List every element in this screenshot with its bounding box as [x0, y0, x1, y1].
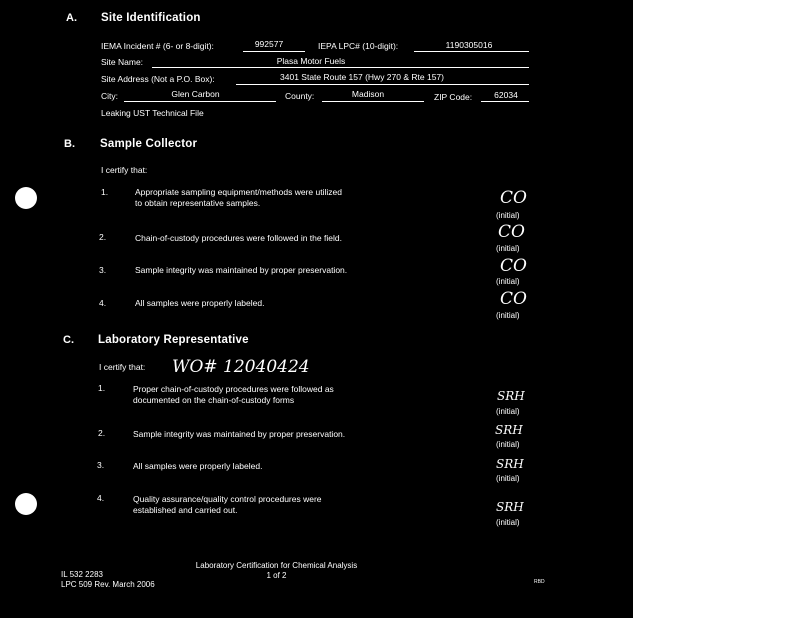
footer-corner-mark: RBD [534, 579, 545, 585]
county-line [322, 101, 424, 102]
section-b-certify: I certify that: [101, 165, 148, 175]
city-label: City: [101, 91, 118, 101]
county-label: County: [285, 91, 315, 101]
footer-form-rev: LPC 509 Rev. March 2006 [61, 580, 155, 589]
section-a-letter: A. [66, 12, 77, 24]
c-item-4-number: 4. [97, 493, 105, 503]
section-c-certify: I certify that: [99, 362, 146, 372]
c-item-3-text: All samples were properly labeled. [133, 461, 263, 471]
zip-value: 62034 [494, 90, 518, 100]
footer-title: Laboratory Certification for Chemical Analysis [195, 561, 358, 570]
incident-label: IEMA Incident # (6- or 8-digit): [101, 41, 214, 51]
section-b-title: Sample Collector [100, 138, 198, 150]
section-b-letter: B. [64, 138, 75, 150]
site-address-line [236, 84, 529, 85]
section-c-title: Laboratory Representative [98, 334, 249, 346]
city-value: Glen Carbon [171, 89, 220, 99]
footer-form-id: IL 532 2283 [61, 570, 103, 579]
b-item-1-text: Appropriate sampling equipment/methods were utilized to obtain representative samples. [135, 187, 342, 208]
b-item-2-initials: CO [498, 222, 525, 242]
site-address-label: Site Address (Not a P.O. Box): [101, 74, 215, 84]
lpc-value: 1190305016 [445, 40, 493, 50]
site-name-label: Site Name: [101, 57, 144, 67]
c-item-2-number: 2. [98, 428, 106, 438]
c-item-4-text: Quality assurance/quality control procedures were established and carried out. [133, 494, 322, 515]
site-address-value: 3401 State Route 157 (Hwy 270 & Rte 157) [280, 72, 444, 82]
section-c-letter: C. [63, 334, 74, 346]
section-a-title: Site Identification [101, 12, 201, 24]
footer-form-info [61, 570, 155, 590]
footer-page-number: 1 of 2 [266, 571, 287, 580]
lpc-line [414, 51, 529, 52]
c-item-2-text: Sample integrity was maintained by proper preservation. [133, 429, 346, 439]
site-name-value: Plasa Motor Fuels [276, 56, 346, 66]
c-item-3-initials: SRH [496, 457, 524, 471]
technical-file-label: Leaking UST Technical File [101, 108, 204, 118]
c-item-2-initial-label: (initial) [496, 440, 520, 449]
zip-line [481, 101, 529, 102]
b-item-4-initials: CO [500, 289, 527, 309]
b-item-2-initial-label: (initial) [496, 244, 520, 253]
c-item-3-initial-label: (initial) [496, 474, 520, 483]
c-item-4-initials: SRH [496, 500, 524, 514]
c-item-3-number: 3. [97, 460, 105, 470]
c-item-1-initials: SRH [497, 389, 525, 403]
b-item-2-number: 2. [99, 232, 107, 242]
c-item-2-initials: SRH [495, 423, 523, 437]
b-item-4-number: 4. [99, 298, 107, 308]
lpc-label: IEPA LPC# (10-digit): [318, 41, 399, 51]
punch-hole-top [15, 187, 37, 209]
b-item-3-number: 3. [99, 265, 107, 275]
b-item-1-initial-label: (initial) [496, 211, 520, 220]
incident-line [243, 51, 305, 52]
b-item-3-initial-label: (initial) [496, 277, 520, 286]
b-item-3-text: Sample integrity was maintained by proper preservation. [135, 265, 348, 275]
site-name-line [152, 67, 529, 68]
c-item-1-text: Proper chain-of-custody procedures were followed as documented on the chain-of-custody forms [133, 384, 334, 405]
b-item-2-text: Chain-of-custody procedures were followed in the field. [135, 233, 342, 243]
b-item-3-initials: CO [500, 256, 527, 276]
footer-center [170, 561, 383, 581]
b-item-1-number: 1. [101, 187, 109, 197]
b-item-1-initials: CO [500, 188, 527, 208]
incident-value: 992577 [254, 39, 284, 49]
b-item-4-initial-label: (initial) [496, 311, 520, 320]
work-order-handwritten: WO# 12040424 [172, 357, 310, 377]
county-value: Madison [351, 89, 385, 99]
c-item-1-initial-label: (initial) [496, 407, 520, 416]
zip-label: ZIP Code: [434, 92, 473, 102]
c-item-1-number: 1. [98, 383, 106, 393]
b-item-4-text: All samples were properly labeled. [135, 298, 265, 308]
city-line [124, 101, 276, 102]
c-item-4-initial-label: (initial) [496, 518, 520, 527]
punch-hole-bottom [15, 493, 37, 515]
